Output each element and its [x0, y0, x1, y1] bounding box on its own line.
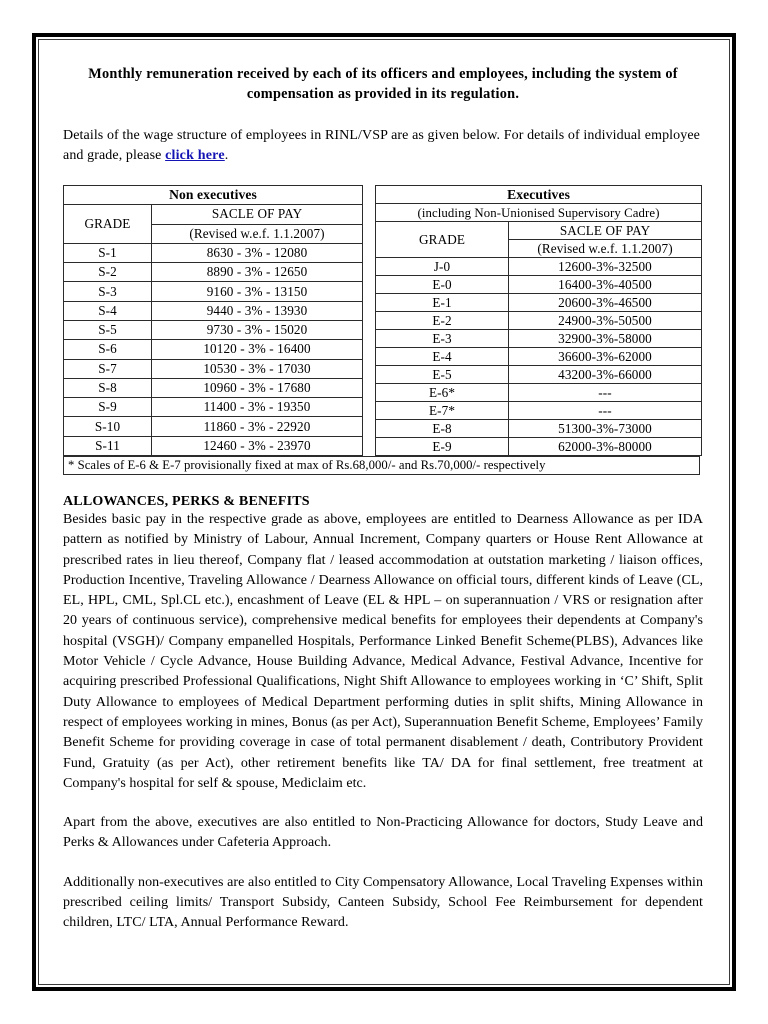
table-row — [376, 366, 702, 384]
grade-cell: S-9 — [64, 398, 152, 417]
scale-cell: 11400 - 3% - 19350 — [152, 398, 363, 417]
table-row — [376, 438, 702, 456]
intro-text-after-link: . — [224, 148, 229, 163]
grade-cell: S-8 — [64, 378, 152, 397]
table-row — [376, 330, 702, 348]
scale-cell: 51300-3%-73000 — [509, 420, 702, 438]
grade-cell: E-5 — [376, 366, 509, 384]
table-row — [64, 282, 363, 301]
scale-cell: 9440 - 3% - 13930 — [152, 301, 363, 320]
grade-cell: E-6* — [376, 384, 509, 402]
grade-cell: S-10 — [64, 417, 152, 436]
scale-cell: --- — [509, 402, 702, 420]
non-exec-group-header-row — [64, 186, 363, 205]
scale-cell: --- — [509, 384, 702, 402]
table-row — [64, 340, 363, 359]
table-row — [64, 417, 363, 436]
exec-group-subheader-row — [376, 204, 702, 222]
table-row — [64, 436, 363, 455]
table-row — [64, 243, 363, 262]
scale-cell: 12460 - 3% - 23970 — [152, 436, 363, 455]
grade-cell: S-1 — [64, 243, 152, 262]
click-here-link[interactable]: click here — [165, 148, 225, 163]
scale-cell: 24900-3%-50500 — [509, 312, 702, 330]
exec-group-header: Executives — [376, 186, 702, 204]
grade-cell: S-6 — [64, 340, 152, 359]
intro-paragraph — [63, 126, 703, 166]
scale-cell: 36600-3%-62000 — [509, 348, 702, 366]
exec-group-subheader: (including Non-Unionised Supervisory Cadre) — [376, 204, 702, 222]
exec-column-header-row-1 — [376, 222, 702, 240]
scale-cell: 62000-3%-80000 — [509, 438, 702, 456]
table-row — [376, 294, 702, 312]
table-row — [64, 398, 363, 417]
grade-cell: E-0 — [376, 276, 509, 294]
table-row — [64, 320, 363, 339]
non-exec-scale-header-line1: SACLE OF PAY — [152, 205, 363, 224]
scale-cell: 9160 - 3% - 13150 — [152, 282, 363, 301]
grade-cell: S-2 — [64, 263, 152, 282]
allowances-paragraph-1: Besides basic pay in the respective grade as above, employees are entitled to Dearness Allowance as per IDA pattern as notified by Ministry of Labour, Annual Increment, Company quarters or House Rent Allowance at prescribed rates in lieu thereof, Company flat / leased accommodation at outstation marketing / liaison offices, Production Incentive, Traveling Allowance / Dearness Allowance on official tours, different kinds of Leave (CL, EL, HPL, CML, Spl.CL etc.), encashment of Leave (EL & HPL – on superannuation / VRS or resignation after 20 years of continuous service), comprehensive medical benefits for employees their dependents at Company's hospital (VSGH)/ Company empanelled Hospitals, Performance Linked Benefit Scheme(PLBS), Advances like Motor Vehicle / Cycle Advance, House Building Advance, Medical Advance, Festival Advance, Incentive for acquiring prescribed Professional Qualifications, Night Shift Allowance to employees working in ‘C’ Shift, Split Duty Allowance to employees of Medical Department performing duties in split shifts, Mining Allowance in respect of employees working in mines, Bonus (as per Act), Superannuation Benefit Scheme, Employees’ Family Benefit Scheme for providing coverage in case of total permanent disablement / death, Contributory Provident Fund, Gratuity (as per Act), other retirement benefits like TA/ DA for final settlement, free treatment at Company's hospital for self & spouse, Mediclaim etc. — [63, 512, 703, 791]
grade-cell: E-9 — [376, 438, 509, 456]
non-exec-group-header: Non executives — [64, 186, 363, 205]
scale-cell: 12600-3%-32500 — [509, 258, 702, 276]
scale-cell: 8890 - 3% - 12650 — [152, 263, 363, 282]
table-row — [64, 263, 363, 282]
page-title: Monthly remuneration received by each of its officers and employees, including the system of compensation as provided in its regulation. — [88, 66, 678, 102]
allowances-heading: ALLOWANCES, PERKS & BENEFITS — [63, 494, 310, 509]
executives-table — [375, 185, 702, 456]
table-row — [376, 402, 702, 420]
grade-cell: E-1 — [376, 294, 509, 312]
exec-group-header-row — [376, 186, 702, 204]
grade-cell: S-5 — [64, 320, 152, 339]
pay-scale-tables-row — [63, 185, 700, 456]
grade-cell: E-4 — [376, 348, 509, 366]
pay-table-footnote: * Scales of E-6 & E-7 provisionally fixed at max of Rs.68,000/- and Rs.70,000/- respectively — [63, 456, 700, 475]
non-exec-grade-header: GRADE — [64, 205, 152, 244]
exec-scale-header-line2: (Revised w.e.f. 1.1.2007) — [509, 240, 702, 258]
scale-cell: 43200-3%-66000 — [509, 366, 702, 384]
scale-cell: 10120 - 3% - 16400 — [152, 340, 363, 359]
grade-cell: E-2 — [376, 312, 509, 330]
grade-cell: S-7 — [64, 359, 152, 378]
grade-cell: E-8 — [376, 420, 509, 438]
scale-cell: 20600-3%-46500 — [509, 294, 702, 312]
allowances-paragraph-2: Apart from the above, executives are also entitled to Non-Practicing Allowance for doctors, Study Leave and Perks & Allowances under Cafeteria Approach. — [63, 815, 703, 851]
scale-cell: 9730 - 3% - 15020 — [152, 320, 363, 339]
table-row — [376, 420, 702, 438]
document-content — [63, 60, 703, 934]
non-exec-scale-header-line2: (Revised w.e.f. 1.1.2007) — [152, 224, 363, 243]
table-row — [64, 301, 363, 320]
grade-cell: S-4 — [64, 301, 152, 320]
non-executives-table — [63, 185, 363, 456]
scale-cell: 11860 - 3% - 22920 — [152, 417, 363, 436]
non-exec-column-header-row-1 — [64, 205, 363, 224]
table-row — [64, 359, 363, 378]
scale-cell: 8630 - 3% - 12080 — [152, 243, 363, 262]
grade-cell: S-11 — [64, 436, 152, 455]
allowances-paragraph-3: Additionally non-executives are also entitled to City Compensatory Allowance, Local Traveling Expenses within prescribed ceiling limits/ Transport Subsidy, Canteen Subsidy, School Fee Reimbursement for dependent children, LTC/ LTA, Annual Performance Reward. — [63, 874, 703, 931]
grade-cell: E-3 — [376, 330, 509, 348]
scale-cell: 32900-3%-58000 — [509, 330, 702, 348]
exec-grade-header: GRADE — [376, 222, 509, 258]
intro-text-before-link: Details of the wage structure of employees in RINL/VSP are as given below. For details of individual employee and grade, please — [63, 128, 700, 163]
exec-scale-header-line1: SACLE OF PAY — [509, 222, 702, 240]
table-row — [376, 276, 702, 294]
table-row — [376, 348, 702, 366]
scale-cell: 16400-3%-40500 — [509, 276, 702, 294]
tables-gap-spacer — [363, 185, 375, 456]
table-row — [376, 312, 702, 330]
table-row — [376, 258, 702, 276]
scale-cell: 10530 - 3% - 17030 — [152, 359, 363, 378]
scale-cell: 10960 - 3% - 17680 — [152, 378, 363, 397]
table-row — [64, 378, 363, 397]
grade-cell: J-0 — [376, 258, 509, 276]
table-row — [376, 384, 702, 402]
pay-scale-tables — [63, 185, 700, 475]
grade-cell: S-3 — [64, 282, 152, 301]
grade-cell: E-7* — [376, 402, 509, 420]
